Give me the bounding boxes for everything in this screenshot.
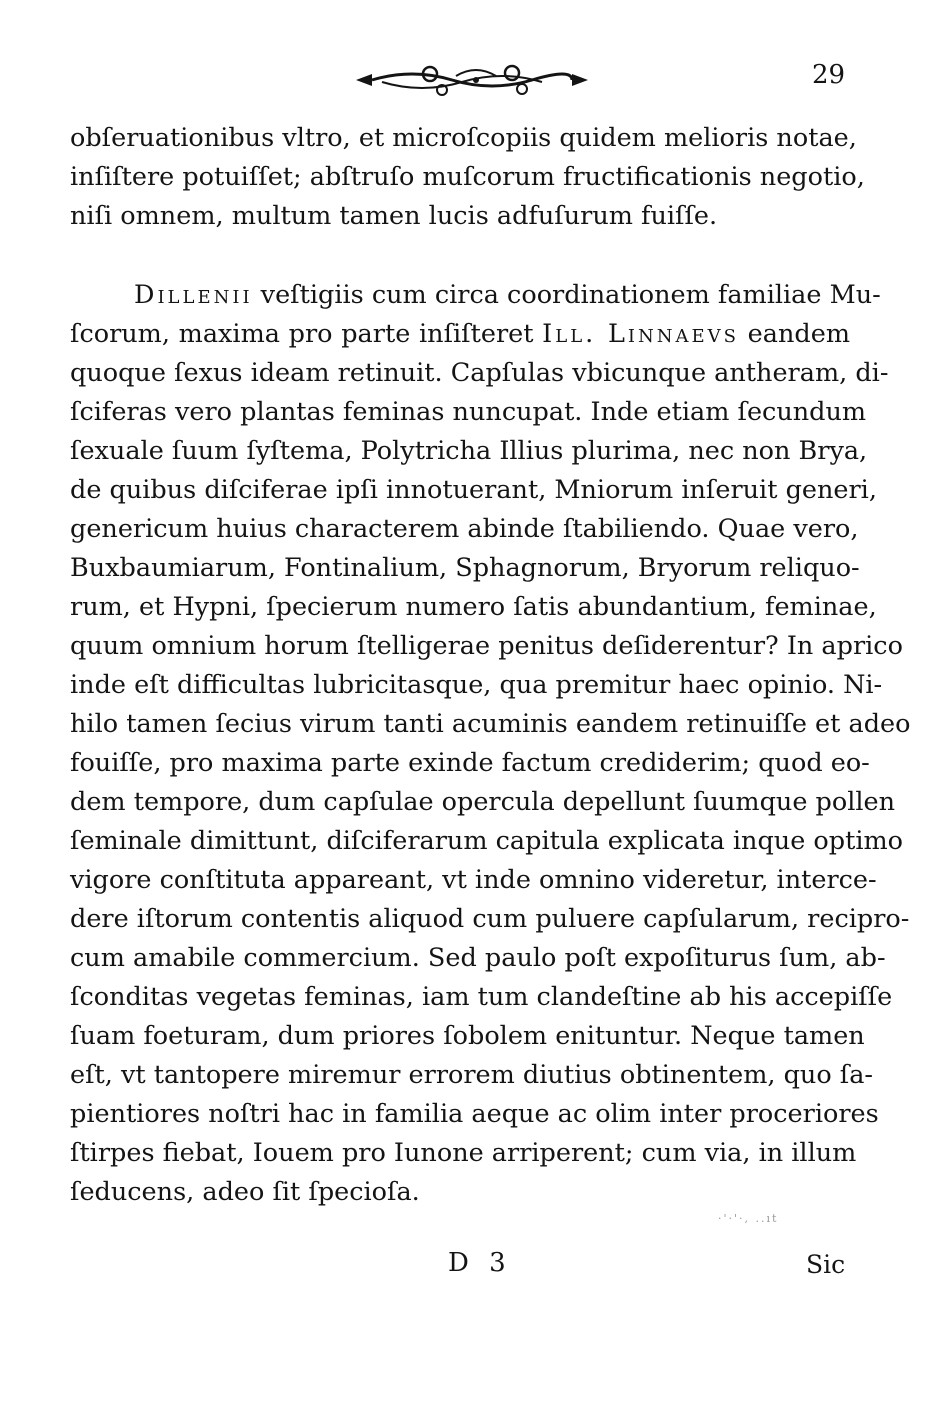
catchword: Sic (806, 1250, 846, 1279)
author-name-dillenius: Dillenii (134, 280, 253, 310)
text-line: inſiſtere potuiſſet; abſtruſo muſcorum fructificationis negotio, (70, 162, 865, 192)
text-line: de quibus diſciferae ipſi innotuerant, Mniorum inſeruit generi, (70, 475, 877, 505)
text-line: fouiſſe, pro maxima parte exinde factum crediderim; quod eo- (70, 748, 870, 778)
text-span: veſtigiis cum circa coordinationem familiae Mu- (252, 280, 881, 310)
text-line (70, 317, 850, 351)
text-line: quum omnium horum ſtelligerae penitus deſiderentur? In aprico (70, 631, 903, 661)
text-line: ſeducens, adeo ſit ſpecioſa. (70, 1177, 420, 1207)
page-number: 29 (812, 60, 846, 90)
signature-mark: D 3 (448, 1248, 512, 1278)
text-line: niſi omnem, multum tamen lucis adfuſurum fuiſſe. (70, 201, 718, 231)
text-line: quoque ſexus ideam retinuit. Capſulas vbicunque antheram, di- (70, 358, 889, 388)
text-line: genericum huius characterem abinde ſtabiliendo. Quae vero, (70, 514, 859, 544)
text-line: hilo tamen ſecius virum tanti acuminis eandem retinuiſſe et adeo (70, 709, 911, 739)
text-span: eandem (738, 319, 850, 349)
author-name-linnaeus: Ill. Linnaevs (542, 319, 739, 349)
text-line: ſeminale dimittunt, diſciferarum capitula explicata inque optimo (70, 826, 904, 856)
text-line: ſconditas vegetas feminas, iam tum clandeſtine ab his accepiſſe (70, 982, 893, 1012)
ornamental-vignette-icon (352, 60, 592, 100)
text-line: eſt, vt tantopere miremur errorem diutius obtinentem, quo ſa- (70, 1060, 874, 1090)
text-line: vigore conſtituta appareant, vt inde omnino videretur, interce- (70, 865, 877, 895)
text-line: pientiores noſtri hac in familia aeque ac olim inter proceriores (70, 1099, 879, 1129)
text-line: dere iſtorum contentis aliquod cum puluere capſularum, recipro- (70, 904, 910, 934)
text-span: ſcorum, maxima pro parte inſiſteret (70, 319, 543, 349)
text-line: ſciferas vero plantas feminas nuncupat. Inde etiam ſecundum (70, 397, 867, 427)
text-line: ſuam foeturam, dum priores ſobolem enituntur. Neque tamen (70, 1021, 865, 1051)
text-line: dem tempore, dum capſulae opercula depellunt ſuumque pollen (70, 787, 896, 817)
stray-ink-mark: ·'·'·, ..ıt (718, 1212, 779, 1225)
text-line: Buxbaumiarum, Fontinalium, Sphagnorum, Bryorum reliquo- (70, 553, 860, 583)
text-line: ſexuale ſuum ſyſtema, Polytricha Illius plurima, nec non Brya, (70, 436, 868, 466)
text-line: cum amabile commercium. Sed paulo poſt expoſiturus ſum, ab- (70, 943, 886, 973)
text-line: obſeruationibus vltro, et microſcopiis quidem melioris notae, (70, 123, 857, 153)
text-line: rum, et Hypni, ſpecierum numero ſatis abundantium, feminae, (70, 592, 877, 622)
text-line: ſtirpes fiebat, Iouem pro Iunone arriperent; cum via, in illum (70, 1138, 857, 1168)
text-line: inde eſt difficultas lubricitasque, qua premitur haec opinio. Ni- (70, 670, 883, 700)
text-line (134, 278, 881, 312)
